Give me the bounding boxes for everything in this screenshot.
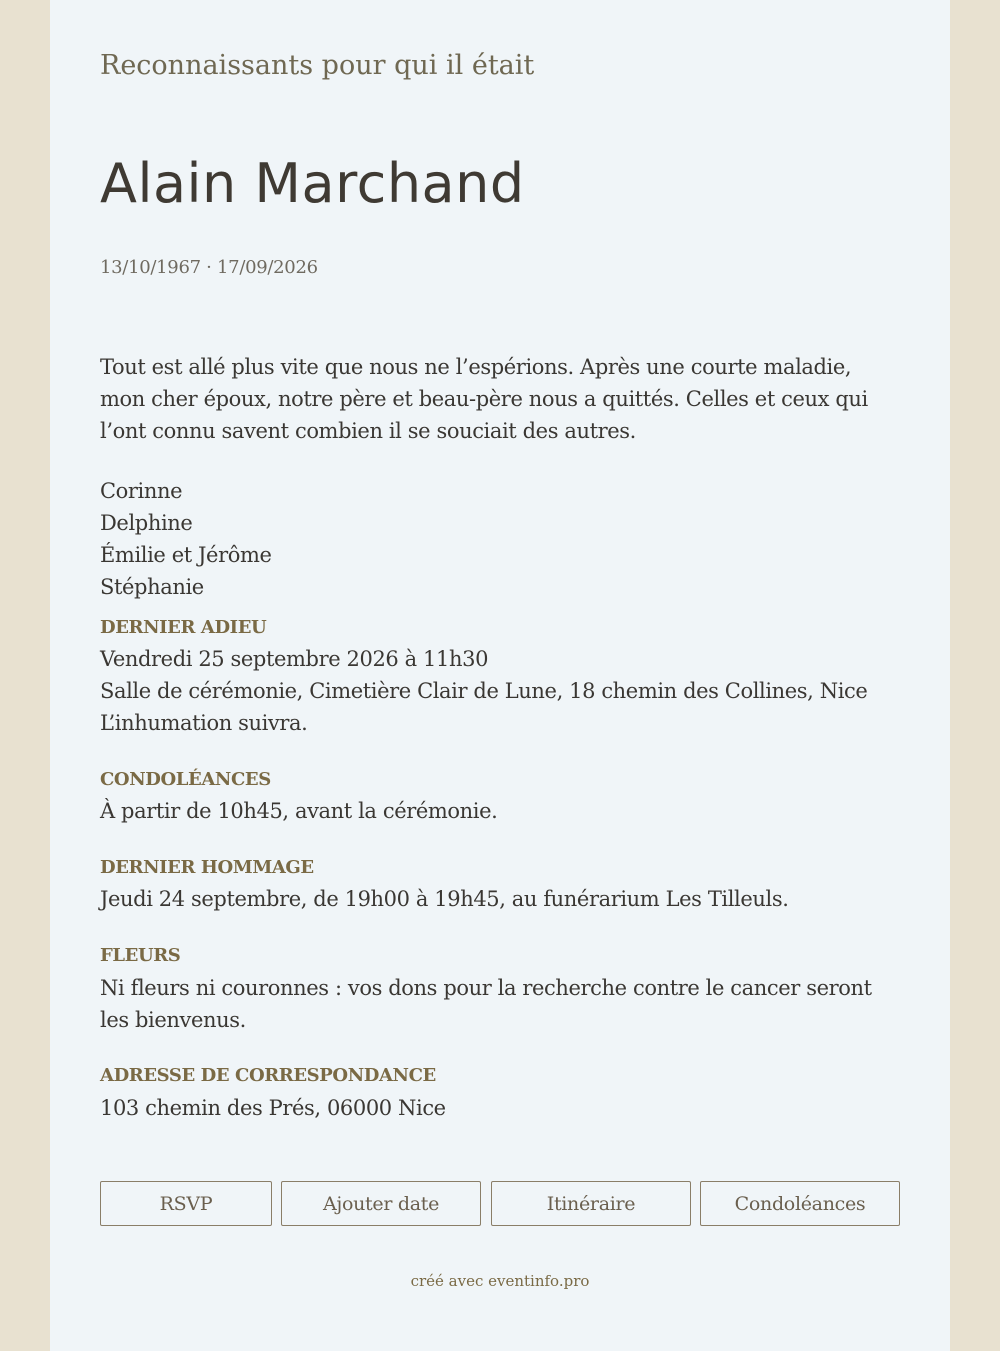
condolences-button[interactable]: Condoléances [700, 1181, 900, 1226]
hommage-text: Jeudi 24 septembre, de 19h00 à 19h45, au funérarium Les Tilleuls. [100, 887, 789, 911]
condoleances-text: À partir de 10h45, avant la cérémonie. [100, 799, 498, 823]
footer-credit[interactable]: créé avec eventinfo.pro [410, 1272, 590, 1290]
ceremony-location: Salle de cérémonie, Cimetière Clair de Lune, 18 chemin des Collines, Nice [100, 679, 868, 703]
mailing-address: 103 chemin des Prés, 06000 Nice [100, 1096, 446, 1120]
rsvp-button[interactable]: RSVP [100, 1181, 272, 1226]
family-list [100, 475, 272, 603]
tagline: Reconnaissants pour qui il était [100, 50, 535, 81]
section-title-fleurs: FLEURS [100, 945, 181, 966]
fleurs-text: Ni fleurs ni couronnes : vos dons pour la recherche contre le cancer seront les bienvenus. [100, 976, 872, 1032]
section-title-condoleances: CONDOLÉANCES [100, 769, 271, 790]
family-member: Corinne [100, 479, 183, 503]
burial-note: L’inhumation suivra. [100, 711, 308, 735]
section-body-dernier-adieu [100, 643, 900, 739]
obituary-card [50, 0, 950, 1351]
section-body-fleurs [100, 972, 900, 1036]
section-body-dernier-hommage [100, 883, 900, 915]
family-member: Stéphanie [100, 575, 204, 599]
section-title-adresse: ADRESSE DE CORRESPONDANCE [100, 1065, 436, 1086]
section-title-dernier-adieu: DERNIER ADIEU [100, 617, 267, 638]
family-member: Delphine [100, 511, 193, 535]
life-dates: 13/10/1967 · 17/09/2026 [100, 257, 318, 278]
ceremony-date: Vendredi 25 septembre 2026 à 11h30 [100, 647, 489, 671]
deceased-name: Alain Marchand [100, 152, 525, 215]
family-member: Émilie et Jérôme [100, 543, 272, 567]
section-body-adresse [100, 1092, 900, 1124]
section-body-condoleances [100, 795, 900, 827]
section-title-dernier-hommage: DERNIER HOMMAGE [100, 857, 314, 878]
bio-text: Tout est allé plus vite que nous ne l’espérions. Après une courte maladie, mon cher époux, notre père et beau-père nous a quittés. Celles et ceux qui l’ont connu savent combien il se souciait des autres. [100, 355, 868, 443]
itinerary-button[interactable]: Itinéraire [491, 1181, 691, 1226]
add-date-button[interactable]: Ajouter date [281, 1181, 481, 1226]
